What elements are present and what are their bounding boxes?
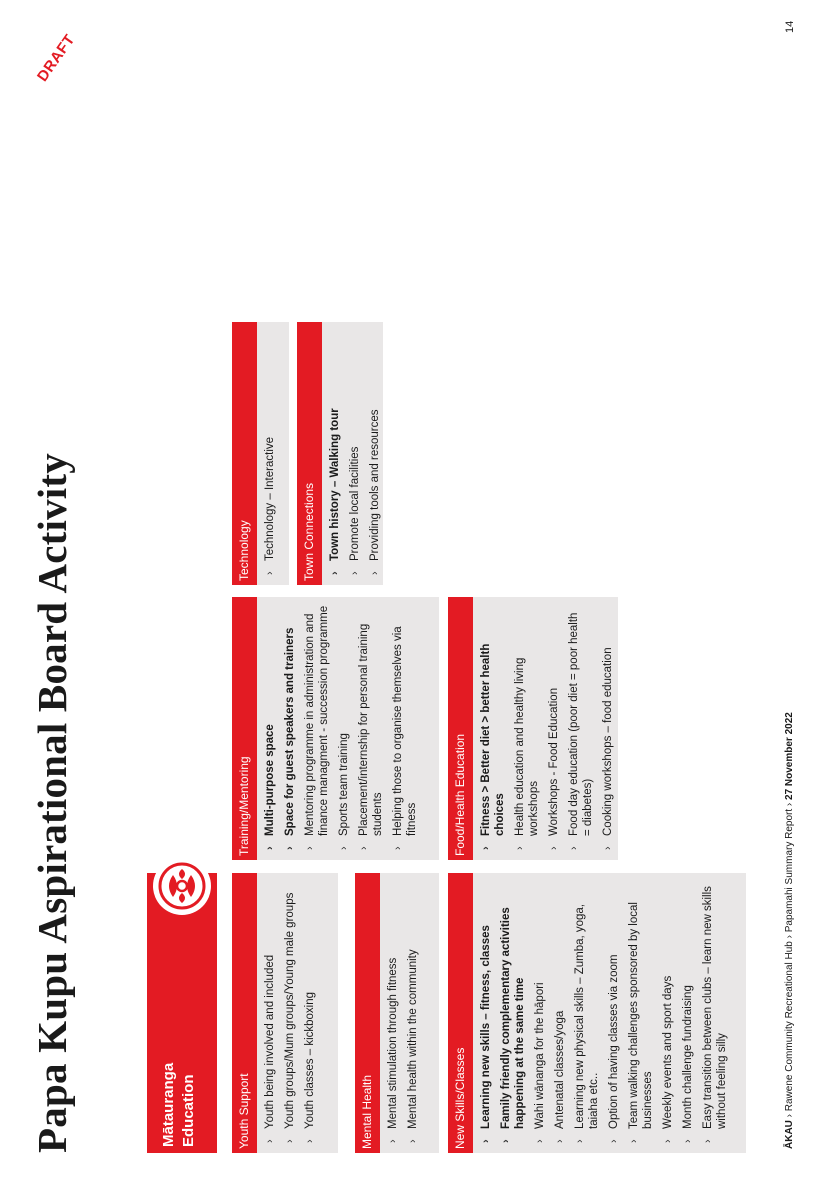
new-skills-list xyxy=(473,873,741,1153)
list-item: › Youth classes – kickboxing xyxy=(303,881,317,1147)
list-item: › Mental stimulation through fitness xyxy=(386,881,400,1147)
matauranga-header-block xyxy=(147,873,217,1153)
draft-watermark: DRAFT xyxy=(34,31,79,85)
footer-trail: › Rawene Community Recreational Hub › Papamahi Summary Report › xyxy=(784,799,795,1121)
food-health-list xyxy=(473,597,627,860)
list-item: › Sports team training xyxy=(337,605,351,854)
list-item: › Helping those to organise themselves via fitness xyxy=(391,605,419,854)
page-title: Papa Kupu Aspirational Board Activity xyxy=(29,453,75,1153)
page-number: 14 xyxy=(784,20,796,33)
food-health-heading: Food/Health Education xyxy=(448,597,473,860)
list-item: › Team walking challenges sponsored by local businesses xyxy=(627,881,655,1147)
town-connections-list xyxy=(322,322,394,585)
town-connections-heading: Town Connections xyxy=(297,322,322,585)
youth-support-card xyxy=(232,873,338,1153)
list-item: › Promote local facilities xyxy=(348,330,362,579)
header-line-1: Mātauranga xyxy=(160,1062,177,1147)
footer-date: 27 November 2022 xyxy=(784,712,795,800)
training-list xyxy=(257,597,431,860)
food-health-card xyxy=(448,597,618,860)
list-item: › Food day education (poor diet = poor health = diabetes) xyxy=(567,605,595,854)
list-item: › Weekly events and sport days xyxy=(661,881,675,1147)
list-item: › Antenatal classes/yoga xyxy=(553,881,567,1147)
training-card xyxy=(232,597,439,860)
town-connections-card xyxy=(297,322,383,585)
list-item: › Learning new physical skills – Zumba, yoga, taiaha etc.. xyxy=(573,881,601,1147)
list-item: › Placement/internship for personal training students xyxy=(357,605,385,854)
list-item: › Technology – Interactive xyxy=(263,330,277,579)
training-heading: Training/Mentoring xyxy=(232,597,257,860)
list-item: › Option of having classes via zoom xyxy=(607,881,621,1147)
youth-support-list xyxy=(257,873,329,1153)
list-item: › Youth groups/Mum groups/Young male groups xyxy=(283,881,297,1147)
list-item: › Town history – Walking tour xyxy=(328,330,342,579)
list-item: › Learning new skills – fitness, classes xyxy=(479,881,493,1147)
technology-list xyxy=(257,322,289,585)
koru-circle-icon xyxy=(153,857,211,915)
header-line-2: Education xyxy=(180,1074,197,1147)
list-item: › Easy transition between clubs – learn new skills without feeling silly xyxy=(701,881,729,1147)
list-item: › Youth being involved and included xyxy=(263,881,277,1147)
new-skills-heading: New Skills/Classes xyxy=(448,873,473,1153)
youth-support-heading: Youth Support xyxy=(232,873,257,1153)
list-item: › Multi-purpose space xyxy=(263,605,277,854)
list-item: › Workshops - Food Education xyxy=(547,605,561,854)
list-item: › Wahi wānanga for the hāpori xyxy=(533,881,547,1147)
mental-health-heading: Mental Health xyxy=(355,873,380,1153)
mental-health-list xyxy=(380,873,432,1153)
list-item: › Mentoring programme in administration and finance managment - succession programme xyxy=(303,605,331,854)
list-item: › Month challenge fundraising xyxy=(681,881,695,1147)
list-item: › Cooking workshops – food education xyxy=(601,605,615,854)
mental-health-card xyxy=(355,873,439,1153)
list-item: › Mental health within the community xyxy=(406,881,420,1147)
footer-org: ĀKAU xyxy=(784,1120,795,1149)
technology-heading: Technology xyxy=(232,322,257,585)
list-item: › Providing tools and resources xyxy=(368,330,382,579)
new-skills-card xyxy=(448,873,746,1153)
list-item: › Fitness > Better diet > better health choices xyxy=(479,605,507,854)
list-item: › Health education and healthy living workshops xyxy=(513,605,541,854)
page-footer xyxy=(784,712,795,1149)
list-item: › Space for guest speakers and trainers xyxy=(283,605,297,854)
technology-card xyxy=(232,322,289,585)
list-item: › Family friendly complementary activities happening at the same time xyxy=(499,881,527,1147)
